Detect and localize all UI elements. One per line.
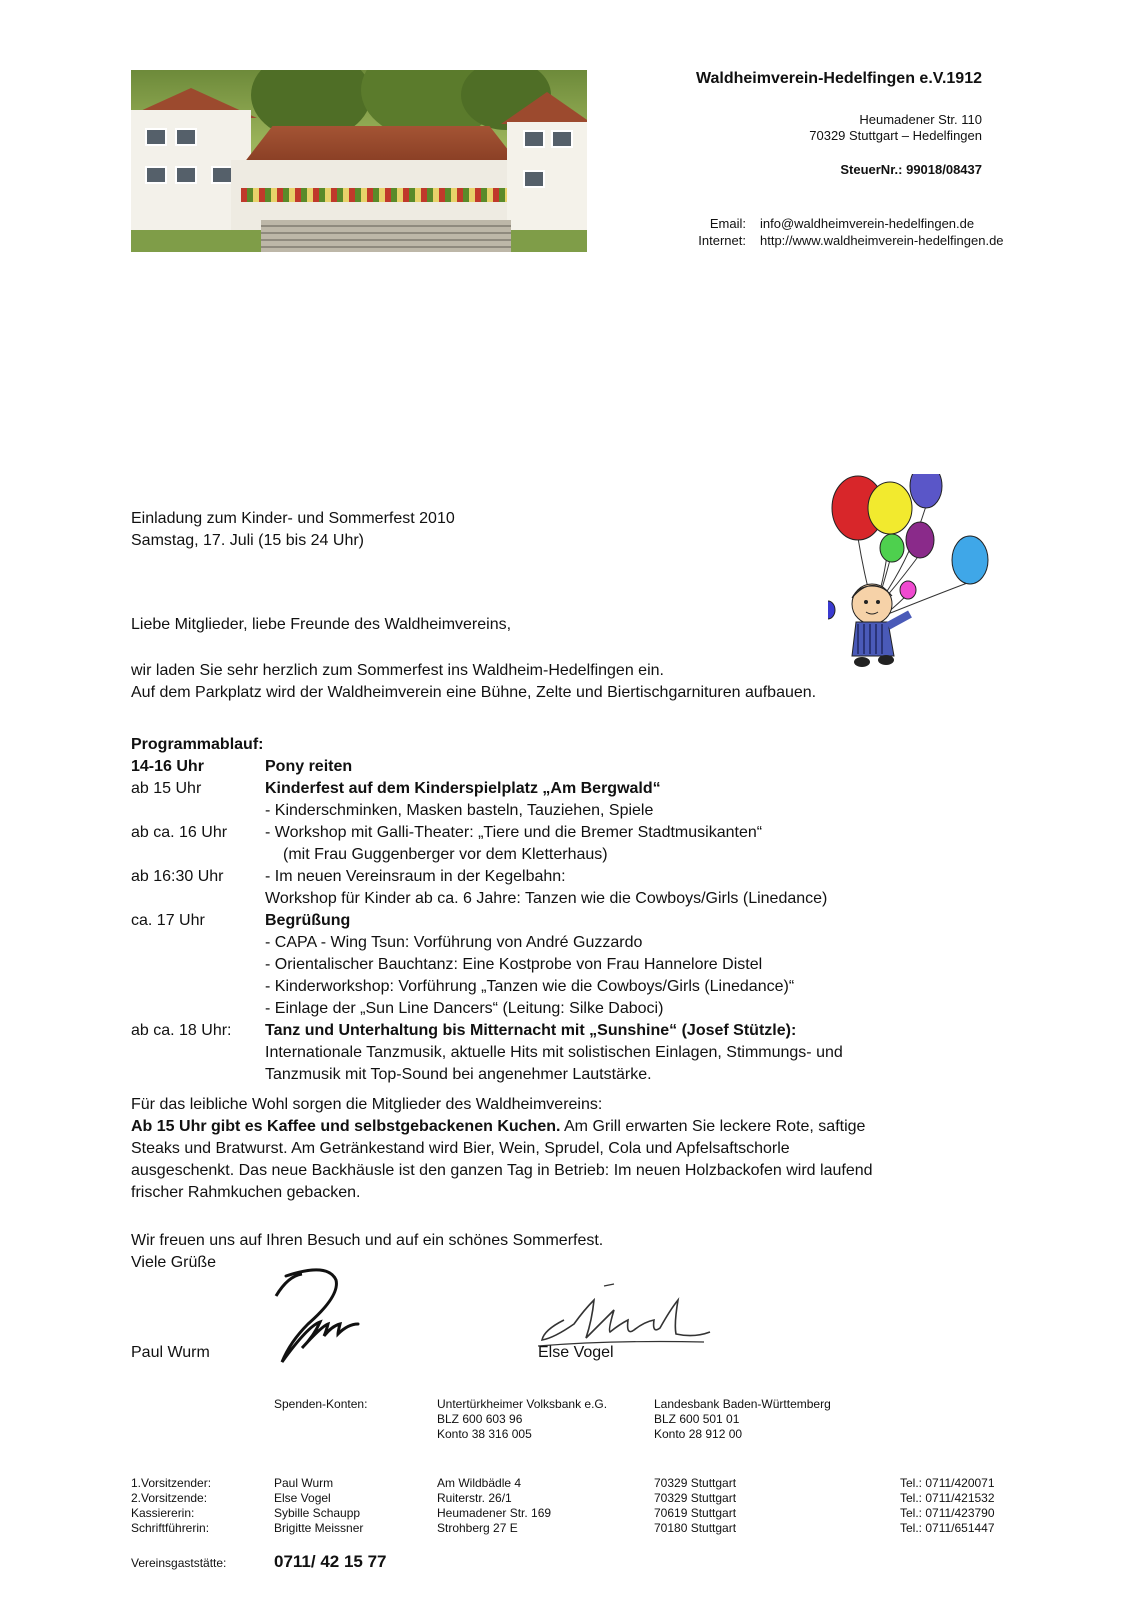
program-row bbox=[131, 756, 991, 778]
bank-konto: Konto 38 316 005 bbox=[437, 1427, 532, 1441]
signature-paul-wurm bbox=[268, 1266, 378, 1378]
program-desc: - Im neuen Vereinsraum in der Kegelbahn: bbox=[265, 868, 566, 885]
bank-account-2 bbox=[654, 1397, 831, 1442]
program-desc: - Orientalischer Bauchtanz: Eine Kostprobe von Frau Hannelore Distel bbox=[265, 956, 763, 973]
board-street: Heumadener Str. 169 bbox=[437, 1506, 552, 1520]
venue-phone: 0711/ 42 15 77 bbox=[274, 1552, 387, 1571]
program-row bbox=[131, 866, 991, 910]
food-line-2-rest: Am Grill erwarten Sie leckere Rote, saftige bbox=[560, 1118, 866, 1135]
program-row bbox=[131, 778, 991, 822]
board-street: Ruiterstr. 26/1 bbox=[437, 1491, 512, 1505]
program-time: ab 15 Uhr bbox=[131, 780, 202, 797]
food-line-4: ausgeschenkt. Das neue Backhäusle ist den ganzen Tag in Betrieb: Im neuen Holzbackofen wird laufend bbox=[131, 1162, 873, 1179]
board-name: Brigitte Meissner bbox=[274, 1521, 364, 1535]
program-row bbox=[131, 822, 991, 866]
bank-name: Untertürkheimer Volksbank e.G. bbox=[437, 1397, 608, 1411]
program-desc: - Einlage der „Sun Line Dancers“ (Leitung: Silke Daboci) bbox=[265, 1000, 664, 1017]
program-time: ab ca. 16 Uhr bbox=[131, 824, 228, 841]
board-street: Am Wildbädle 4 bbox=[437, 1476, 522, 1490]
intro-line-1: wir laden Sie sehr herzlich zum Sommerfest ins Waldheim-Hedelfingen ein. bbox=[131, 662, 664, 679]
bank-name: Landesbank Baden-Württemberg bbox=[654, 1397, 831, 1411]
program-desc: Workshop für Kinder ab ca. 6 Jahre: Tanzen wie die Cowboys/Girls (Linedance) bbox=[265, 890, 828, 907]
board-tel: Tel.: 0711/420071 bbox=[900, 1476, 995, 1490]
program-row bbox=[131, 910, 991, 1020]
program-time: 14-16 Uhr bbox=[131, 758, 204, 775]
invitation-heading bbox=[131, 508, 455, 552]
board-name: Paul Wurm bbox=[274, 1476, 334, 1490]
board-phones bbox=[900, 1476, 995, 1536]
board-name: Else Vogel bbox=[274, 1491, 331, 1505]
contact-block bbox=[680, 215, 1004, 249]
bank-blz: BLZ 600 501 01 bbox=[654, 1412, 740, 1426]
program-desc: - Kinderworkshop: Vorführung „Tanzen wie die Cowboys/Girls (Linedance)“ bbox=[265, 978, 795, 995]
board-city: 70329 Stuttgart bbox=[654, 1476, 737, 1490]
bank-konto: Konto 28 912 00 bbox=[654, 1427, 743, 1441]
email-link[interactable]: info@waldheimverein-hedelfingen.de bbox=[760, 216, 975, 231]
address-city: 70329 Stuttgart – Hedelfingen bbox=[809, 128, 982, 143]
intro-line-2: Auf dem Parkplatz wird der Waldheimverein eine Bühne, Zelte und Biertischgarnituren aufbauen. bbox=[131, 684, 817, 701]
invitation-date: Samstag, 17. Juli (15 bis 24 Uhr) bbox=[131, 532, 364, 549]
program-time: ab ca. 18 Uhr: bbox=[131, 1022, 232, 1039]
intro-paragraph bbox=[131, 660, 816, 704]
venue-label: Vereinsgaststätte: bbox=[131, 1556, 227, 1570]
board-role: 2.Vorsitzende: bbox=[131, 1491, 208, 1505]
signer-right: Else Vogel bbox=[538, 1344, 614, 1361]
food-highlight: Ab 15 Uhr gibt es Kaffee und selbstgebackenen Kuchen. bbox=[131, 1118, 561, 1135]
accounts-label: Spenden-Konten: bbox=[274, 1397, 368, 1411]
program-time: ab 16:30 Uhr bbox=[131, 868, 224, 885]
board-name: Sybille Schaupp bbox=[274, 1506, 361, 1520]
organization-name: Waldheimverein-Hedelfingen e.V.1912 bbox=[695, 70, 982, 87]
food-line-3: Steaks und Bratwurst. Am Getränkestand wird Bier, Wein, Sprudel, Cola und Apfelsaftschorle bbox=[131, 1140, 790, 1157]
program-row bbox=[131, 1020, 991, 1086]
board-city: 70619 Stuttgart bbox=[654, 1506, 737, 1520]
board-tel: Tel.: 0711/651447 bbox=[900, 1521, 995, 1535]
board-role: Schriftführerin: bbox=[131, 1521, 210, 1535]
program-desc: Tanz und Unterhaltung bis Mitternacht mit „Sunshine“ (Josef Stützle): bbox=[265, 1022, 797, 1039]
clubhouse-photo bbox=[131, 70, 587, 252]
board-city: 70329 Stuttgart bbox=[654, 1491, 737, 1505]
board-cities bbox=[654, 1476, 736, 1536]
board-names bbox=[274, 1476, 363, 1536]
website-link[interactable]: http://www.waldheimverein-hedelfingen.de bbox=[760, 233, 1004, 248]
board-role: Kassiererin: bbox=[131, 1506, 195, 1520]
invitation-title: Einladung zum Kinder- und Sommerfest 2010 bbox=[131, 510, 455, 527]
program-time: ca. 17 Uhr bbox=[131, 912, 205, 929]
program-title: Programmablauf: bbox=[131, 736, 264, 753]
greeting: Liebe Mitglieder, liebe Freunde des Waldheimvereins, bbox=[131, 616, 512, 633]
board-city: 70180 Stuttgart bbox=[654, 1521, 737, 1535]
program-desc: (mit Frau Guggenberger vor dem Kletterhaus) bbox=[283, 846, 608, 863]
program-desc: Begrüßung bbox=[265, 912, 351, 929]
closing-line: Wir freuen uns auf Ihren Besuch und auf ein schönes Sommerfest. bbox=[131, 1232, 604, 1249]
board-tel: Tel.: 0711/423790 bbox=[900, 1506, 995, 1520]
regards: Viele Grüße bbox=[131, 1254, 217, 1271]
board-streets bbox=[437, 1476, 551, 1536]
tax-number: SteuerNr.: 99018/08437 bbox=[840, 162, 982, 177]
address-street: Heumadener Str. 110 bbox=[859, 112, 982, 127]
program-schedule bbox=[131, 734, 991, 1086]
program-desc: - Workshop mit Galli-Theater: „Tiere und die Bremer Stadtmusikanten“ bbox=[265, 824, 763, 841]
bank-account-1 bbox=[437, 1397, 607, 1442]
internet-label: Internet: bbox=[698, 233, 746, 248]
food-line-5: frischer Rahmkuchen gebacken. bbox=[131, 1184, 361, 1201]
program-desc: - CAPA - Wing Tsun: Vorführung von André Guzzardo bbox=[265, 934, 643, 951]
program-desc: Pony reiten bbox=[265, 758, 353, 775]
bank-blz: BLZ 600 603 96 bbox=[437, 1412, 523, 1426]
organization-address bbox=[809, 112, 982, 144]
board-role: 1.Vorsitzender: bbox=[131, 1476, 212, 1490]
signer-left: Paul Wurm bbox=[131, 1344, 210, 1361]
program-desc: Tanzmusik mit Top-Sound bei angenehmer Lautstärke. bbox=[265, 1066, 652, 1083]
program-desc: Kinderfest auf dem Kinderspielplatz „Am Bergwald“ bbox=[265, 780, 661, 797]
food-line-1: Für das leibliche Wohl sorgen die Mitglieder des Waldheimvereins: bbox=[131, 1096, 603, 1113]
board-roles bbox=[131, 1476, 211, 1536]
email-label: Email: bbox=[709, 216, 746, 231]
board-street: Strohberg 27 E bbox=[437, 1521, 518, 1535]
food-paragraph bbox=[131, 1094, 1031, 1204]
program-desc: - Kinderschminken, Masken basteln, Tauziehen, Spiele bbox=[265, 802, 654, 819]
board-tel: Tel.: 0711/421532 bbox=[900, 1491, 995, 1505]
balloons-clipart bbox=[828, 474, 1002, 674]
program-desc: Internationale Tanzmusik, aktuelle Hits mit solistischen Einlagen, Stimmungs- und bbox=[265, 1044, 843, 1061]
